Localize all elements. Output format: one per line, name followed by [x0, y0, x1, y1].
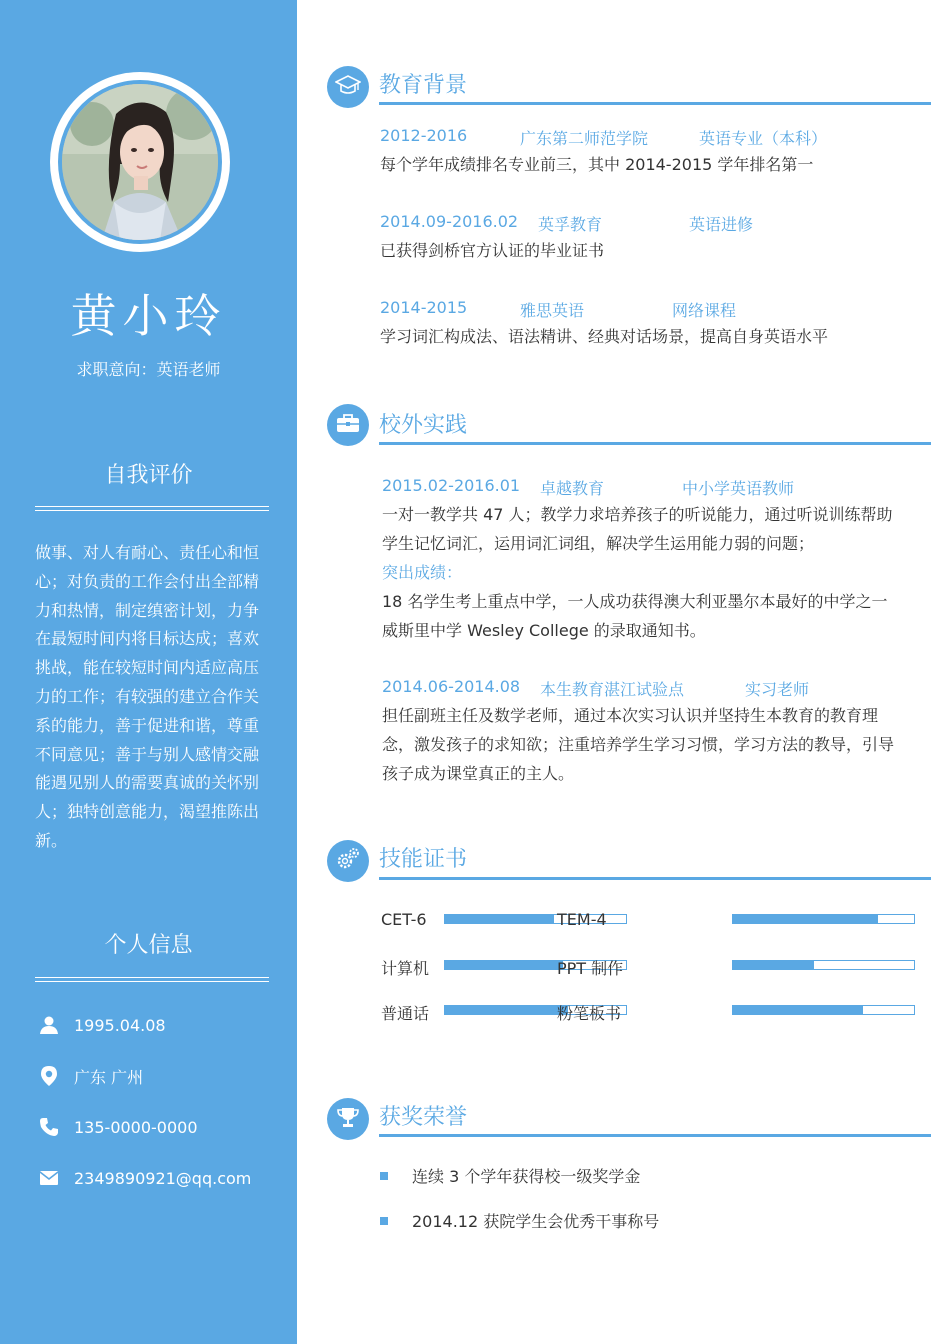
mail-icon: [38, 1167, 60, 1189]
birthday-value: 1995.04.08: [74, 1015, 166, 1035]
prac-1-desc: 一对一教学共 47 人；教学力求培养孩子的听说能力，通过听说训练帮助学生记忆词汇，运用词汇词组，解决学生运用能力弱的问题；: [382, 505, 893, 553]
bullet-square-icon: [380, 1172, 388, 1180]
prac-2-org: 本生教育湛江试验点: [540, 680, 685, 699]
awards-title: 获奖荣誉: [379, 1105, 468, 1130]
prac-2-role: 实习老师: [745, 680, 810, 699]
prac-2-desc: 担任副班主任及数学老师，通过本次实习认识并坚持生本教育的教育理念，激发孩子的求知欲；注重培养学生学习习惯，学习方法的教导，引导孩子成为课堂真正的主人。: [382, 706, 895, 783]
practice-divider: [379, 442, 931, 445]
self-eval-text: 做事、对人有耐心、责任心和恒心；对负责的工作会付出全部精力和热情，制定缜密计划，力争在最短时间内将目标达成；喜欢挑战，能在较短时间内适应高压力的工作；有较强的建立合作关系的能力，善于促进和谐，尊重不同意见；善于与别人感情交融能遇见别人的需要真诚的关怀别人；独特创意能力，渴望推陈出新。: [35, 543, 260, 850]
edu-1-org: 广东第二师范学院: [520, 129, 649, 148]
main-content: [297, 0, 950, 1344]
award-1-text: 连续 3 个学年获得校一级奖学金: [412, 1167, 641, 1186]
profile-photo: [62, 84, 218, 240]
prac-1-org: 卓越教育: [540, 479, 605, 498]
phone-row: [38, 1115, 198, 1139]
skill-4-label: PPT 制作: [557, 959, 624, 978]
graduation-cap-icon: [335, 74, 361, 100]
avatar: [50, 72, 230, 252]
prac-1-role: 中小学英语教师: [682, 479, 795, 498]
skills-divider: [379, 877, 931, 880]
edu-2-org: 英孚教育: [538, 215, 603, 234]
briefcase-icon: [336, 413, 360, 437]
skill-6-bar: [732, 1005, 915, 1015]
award-item: [380, 1164, 640, 1187]
education-divider: [379, 102, 931, 105]
prac-1-highlight: 突出成绩：: [382, 563, 463, 582]
bullet-square-icon: [380, 1217, 388, 1225]
skill-2-bar: [732, 914, 915, 924]
awards-section-icon: [327, 1098, 369, 1140]
phone-icon: [38, 1116, 60, 1138]
birthday-row: [38, 1013, 166, 1037]
job-intent: 求职意向：英语老师: [76, 360, 221, 379]
education-section-icon: [327, 66, 369, 108]
location-pin-icon: [38, 1065, 60, 1087]
edu-1-role: 英语专业（本科）: [699, 129, 828, 148]
skills-title: 技能证书: [379, 847, 468, 872]
edu-2-desc: 已获得剑桥官方认证的毕业证书: [380, 241, 605, 260]
candidate-name: 黄小玲: [70, 289, 227, 343]
skill-2-label: TEM-4: [557, 910, 607, 929]
skill-1-label: CET-6: [381, 910, 427, 929]
edu-3-role: 网络课程: [672, 301, 737, 320]
phone-value: 135-0000-0000: [74, 1117, 198, 1137]
edu-3-date: 2014-2015: [380, 298, 468, 317]
email-value: 2349890921@qq.com: [74, 1168, 252, 1188]
edu-2-role: 英语进修: [689, 215, 754, 234]
skill-3-label: 计算机: [381, 959, 430, 978]
edu-3-org: 雅思英语: [520, 301, 585, 320]
skills-section-icon: [327, 840, 369, 882]
awards-divider: [379, 1134, 931, 1137]
personal-info-title: 个人信息: [104, 933, 193, 958]
practice-section-icon: [327, 404, 369, 446]
prac-1-date: 2015.02-2016.01: [382, 476, 521, 495]
self-eval-title: 自我评价: [104, 463, 193, 488]
self-eval-divider: [35, 506, 269, 511]
award-2-text: 2014.12 获院学生会优秀干事称号: [412, 1212, 660, 1231]
edu-1-date: 2012-2016: [380, 126, 468, 145]
sidebar: [0, 0, 297, 1344]
location-row: [38, 1064, 143, 1088]
edu-1-desc: 每个学年成绩排名专业前三，其中 2014-2015 学年排名第一: [380, 155, 814, 174]
skill-4-bar: [732, 960, 915, 970]
education-title: 教育背景: [379, 73, 468, 98]
location-value: 广东 广州: [74, 1067, 144, 1087]
trophy-icon: [336, 1106, 360, 1132]
edu-3-desc: 学习词汇构成法、语法精讲、经典对话场景，提高自身英语水平: [380, 327, 829, 346]
prac-1-achievement: 18 名学生考上重点中学，一人成功获得澳大利亚墨尔本最好的中学之一威斯里中学 Wesley College 的录取通知书。: [382, 592, 888, 640]
edu-2-date: 2014.09-2016.02: [380, 212, 519, 231]
practice-title: 校外实践: [379, 413, 468, 438]
person-icon: [38, 1014, 60, 1036]
prac-2-date: 2014.06-2014.08: [382, 677, 521, 696]
personal-info-divider: [35, 977, 269, 982]
award-item: [380, 1209, 659, 1232]
skill-5-label: 普通话: [381, 1004, 430, 1023]
skill-6-label: 粉笔板书: [557, 1004, 622, 1023]
gears-icon: [335, 847, 361, 875]
email-row: [38, 1166, 251, 1190]
